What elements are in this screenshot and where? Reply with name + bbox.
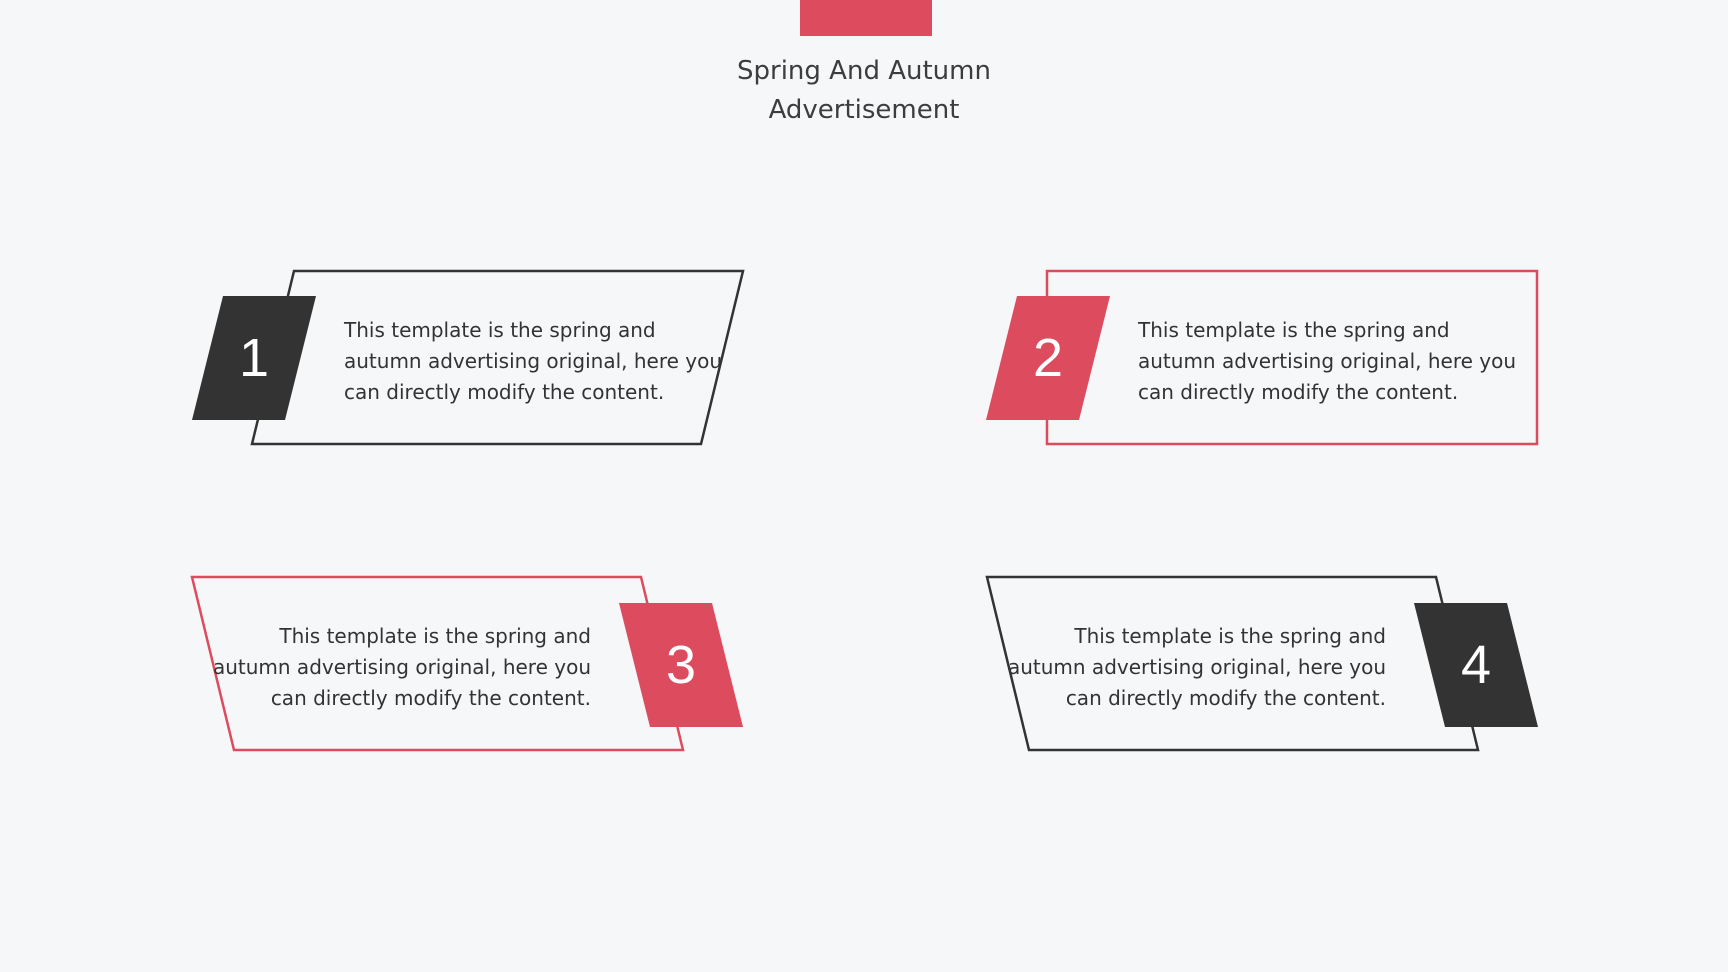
card-1-text: This template is the spring and autumn advertising original, here you can directly modify the content. — [344, 318, 723, 404]
card-2-number: 2 — [1032, 328, 1064, 388]
title-line-2: Advertisement — [768, 95, 960, 125]
card-3-number: 3 — [665, 635, 697, 695]
card-1-number: 1 — [238, 328, 270, 388]
card-4-number: 4 — [1460, 635, 1492, 695]
card-3-text: This template is the spring and autumn advertising original, here you can directly modify the content. — [212, 624, 591, 710]
card-2-text: This template is the spring and autumn advertising original, here you can directly modify the content. — [1138, 318, 1517, 404]
title-line-1: Spring And Autumn — [737, 56, 991, 86]
card-4-text: This template is the spring and autumn advertising original, here you can directly modify the content. — [1007, 624, 1386, 710]
